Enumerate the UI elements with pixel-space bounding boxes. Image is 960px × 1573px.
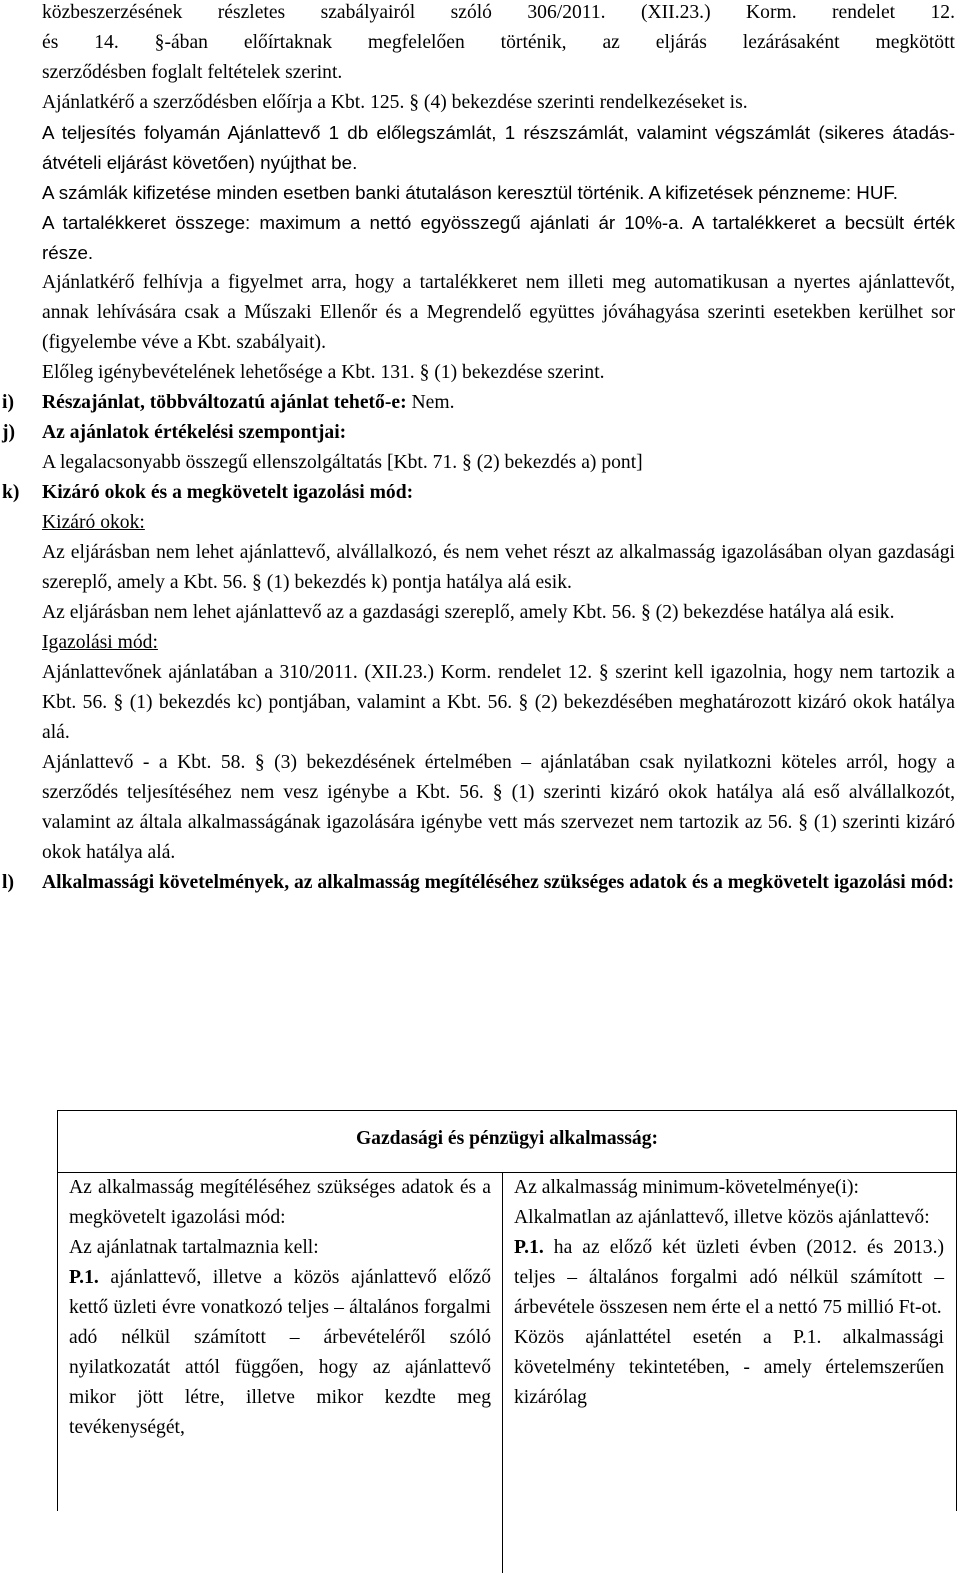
top-line-1: közbeszerzésének részletes szabályairól szóló 306/2011. (XII.23.) Korm. rendelet 12. <box>42 2 955 23</box>
item-k-label: k) <box>2 482 20 503</box>
item-j <box>0 418 960 478</box>
top-line-2: és 14. §-ában előírtaknak megfelelően történik, az eljárás lezárásaként megkötött <box>42 32 955 53</box>
table-header: Gazdasági és pénzügyi alkalmasság: <box>58 1111 956 1173</box>
right-p1-label: P.1. <box>514 1237 544 1258</box>
item-k-title: Kizáró okok és a megkövetelt igazolási mód: <box>42 482 414 503</box>
suitability-table <box>57 1110 957 1511</box>
item-k-p2: Az eljárásban nem lehet ajánlattevő az a gazdasági szereplő, amely Kbt. 56. § (2) bekezdése hatálya alá esik. <box>42 602 895 623</box>
column-divider <box>502 1173 503 1573</box>
item-l-title: Alkalmassági követelmények, az alkalmasság megítéléséhez szükséges adatok és a megkövetelt igazolási mód: <box>42 872 955 893</box>
left-p1-label: P.1. <box>69 1267 99 1288</box>
intro-block <box>0 0 960 388</box>
para-invoice: A teljesítés folyamán Ajánlattevő 1 db előlegszámlát, 1 részszámlát, valamint végszámlát (sikeres átadás-átvételi eljárást követően) nyújthat be. <box>42 122 955 173</box>
para-reserve: A tartalékkeret összege: maximum a nettó egyösszegű ajánlati ár 10%-a. A tartalékkeret a becsült érték része. <box>42 212 955 263</box>
item-i-title: Részajánlat, többváltozatú ajánlat tehető-e: <box>42 392 407 413</box>
right-unfit: Alkalmatlan az ajánlattevő, illetve közös ajánlattevő: <box>514 1207 930 1228</box>
top-line-3: szerződésben foglalt feltételek szerint. <box>42 62 343 83</box>
item-k-sub-exclusion: Kizáró okok: <box>42 512 145 533</box>
left-must: Az ajánlatnak tartalmaznia kell: <box>69 1237 319 1258</box>
para-payment: A számlák kifizetése minden esetben banki átutaláson keresztül történik. A kifizetések pénzneme: HUF. <box>42 182 899 203</box>
left-intro: Az alkalmasság megítéléséhez szükséges adatok és a megkövetelt igazolási mód: <box>69 1177 491 1228</box>
item-l-label: l) <box>2 872 14 893</box>
table-left-cell <box>69 1173 491 1443</box>
item-j-title: Az ajánlatok értékelési szempontjai: <box>42 422 347 443</box>
item-k-p1: Az eljárásban nem lehet ajánlattevő, alvállalkozó, és nem vehet részt az alkalmasság igazolásában olyan gazdasági szereplő, amely a Kbt. 56. § (1) bekezdés k) pontja hatálya alá esik. <box>42 542 955 593</box>
right-p1-text: ha az előző két üzleti évben (2012. és 2013.) teljes – általános forgalmi adó nélkül számított – árbevétele összesen nem érte el a nettó 75 millió Ft-ot. <box>514 1237 944 1318</box>
para-attention: Ajánlatkérő felhívja a figyelmet arra, hogy a tartalékkeret nem illeti meg automatikusan a nyertes ajánlattevőt, annak lehívására csak a Műszaki Ellenőr és a Megrendelő együttes jóváhagyása szerinti esetekben kerülhet sor (figyelembe véve a Kbt. szabályait). <box>42 272 955 353</box>
item-i <box>0 388 960 418</box>
table-right-cell <box>514 1173 944 1413</box>
right-intro: Az alkalmasság minimum-követelménye(i): <box>514 1177 859 1198</box>
item-j-label: j) <box>2 422 16 443</box>
item-i-label: i) <box>2 392 14 413</box>
para-advance: Előleg igénybevételének lehetősége a Kbt. 131. § (1) bekezdése szerint. <box>42 362 605 383</box>
item-k-p4: Ajánlattevő - a Kbt. 58. § (3) bekezdésének értelmében – ajánlatában csak nyilatkozni köteles arról, hogy a szerződés teljesítéséhez nem vesz igénybe a Kbt. 56. § (1) szerinti kizáró okok hatálya alá eső alvállalkozót, valamint az általa alkalmasságának igazolására igénybe vett más szervezet nem tartozik az 56. § (1) szerinti kizáró okok hatálya alá. <box>42 752 955 863</box>
item-k <box>0 478 960 868</box>
left-p1-text: ajánlattevő, illetve a közös ajánlattevő előző kettő üzleti évre vonatkozó teljes – általános forgalmi adó nélkül számított – árbevételéről szóló nyilatkozatát attól függően, hogy az ajánlattevő mikor jött létre, illetve mikor kezdte meg tevékenységét, <box>69 1267 491 1438</box>
item-j-text: A legalacsonyabb összegű ellenszolgáltatás [Kbt. 71. § (2) bekezdés a) pont] <box>42 452 643 473</box>
para-125: Ajánlatkérő a szerződésben előírja a Kbt. 125. § (4) bekezdése szerinti rendelkezéseket is. <box>42 92 748 113</box>
item-k-sub-proof: Igazolási mód: <box>42 632 158 653</box>
item-l <box>0 868 960 898</box>
item-k-p3: Ajánlattevőnek ajánlatában a 310/2011. (XII.23.) Korm. rendelet 12. § szerint kell igazolnia, hogy nem tartozik a Kbt. 56. § (1) bekezdés kc) pontjában, valamint a Kbt. 56. § (2) bekezdésében meghatározott kizáró okok hatálya alá. <box>42 662 955 743</box>
item-i-value: Nem. <box>406 392 455 413</box>
right-joint: Közös ajánlattétel esetén a P.1. alkalmassági követelmény tekintetében, - amely értelemszerűen kizárólag <box>514 1327 944 1408</box>
